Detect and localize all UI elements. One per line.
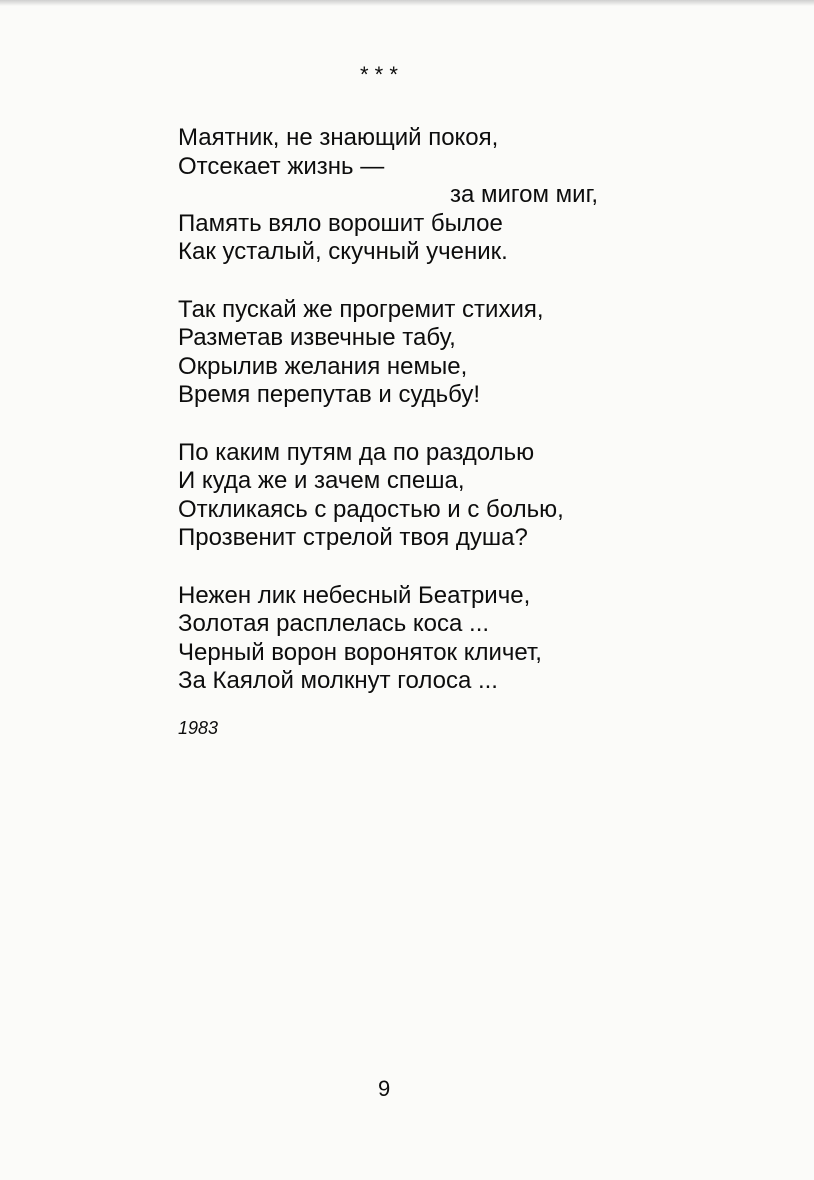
- poem-line-indented: за мигом миг,: [450, 181, 599, 208]
- poem-line: Время перепутав и судьбу!: [178, 381, 481, 408]
- poem-line: Откликаясь с радостью и с болью,: [178, 495, 564, 523]
- poem-line: Прозвенит стрелой твоя душа?: [178, 524, 528, 551]
- stanza-3: [178, 439, 648, 553]
- poem-line: За Каялой молкнут голоса ...: [178, 667, 498, 694]
- poem-line: Разметав извечные табу,: [178, 324, 456, 351]
- stanza-1: [178, 124, 648, 267]
- poem-line: Золотая расплелась коса ...: [178, 610, 490, 637]
- poem-line: По каким путям да по раздолью: [178, 438, 535, 466]
- poem-line: Черный ворон вороняток кличет,: [178, 638, 542, 666]
- poem-line: Маятник, не знающий покоя,: [178, 124, 499, 151]
- poem-date: 1983: [178, 718, 219, 738]
- stanza-4: [178, 582, 648, 696]
- page-number: 9: [378, 1076, 391, 1101]
- stanza-2: [178, 296, 648, 410]
- poem-separator: * * *: [360, 62, 398, 87]
- poem-line: Нежен лик небесный Беатриче,: [178, 581, 531, 609]
- poem-body: [178, 124, 648, 725]
- poem-line: Отсекает жизнь —: [178, 152, 385, 180]
- poem-line: Память вяло ворошит былое: [178, 209, 503, 237]
- poem-line: Так пускай же прогремит стихия,: [178, 295, 544, 323]
- poem-line: И куда же и зачем спеша,: [178, 467, 465, 494]
- poem-line: Как усталый, скучный ученик.: [178, 238, 508, 265]
- page-edge-shadow: [0, 0, 814, 6]
- poem-line: Окрылив желания немые,: [178, 352, 468, 380]
